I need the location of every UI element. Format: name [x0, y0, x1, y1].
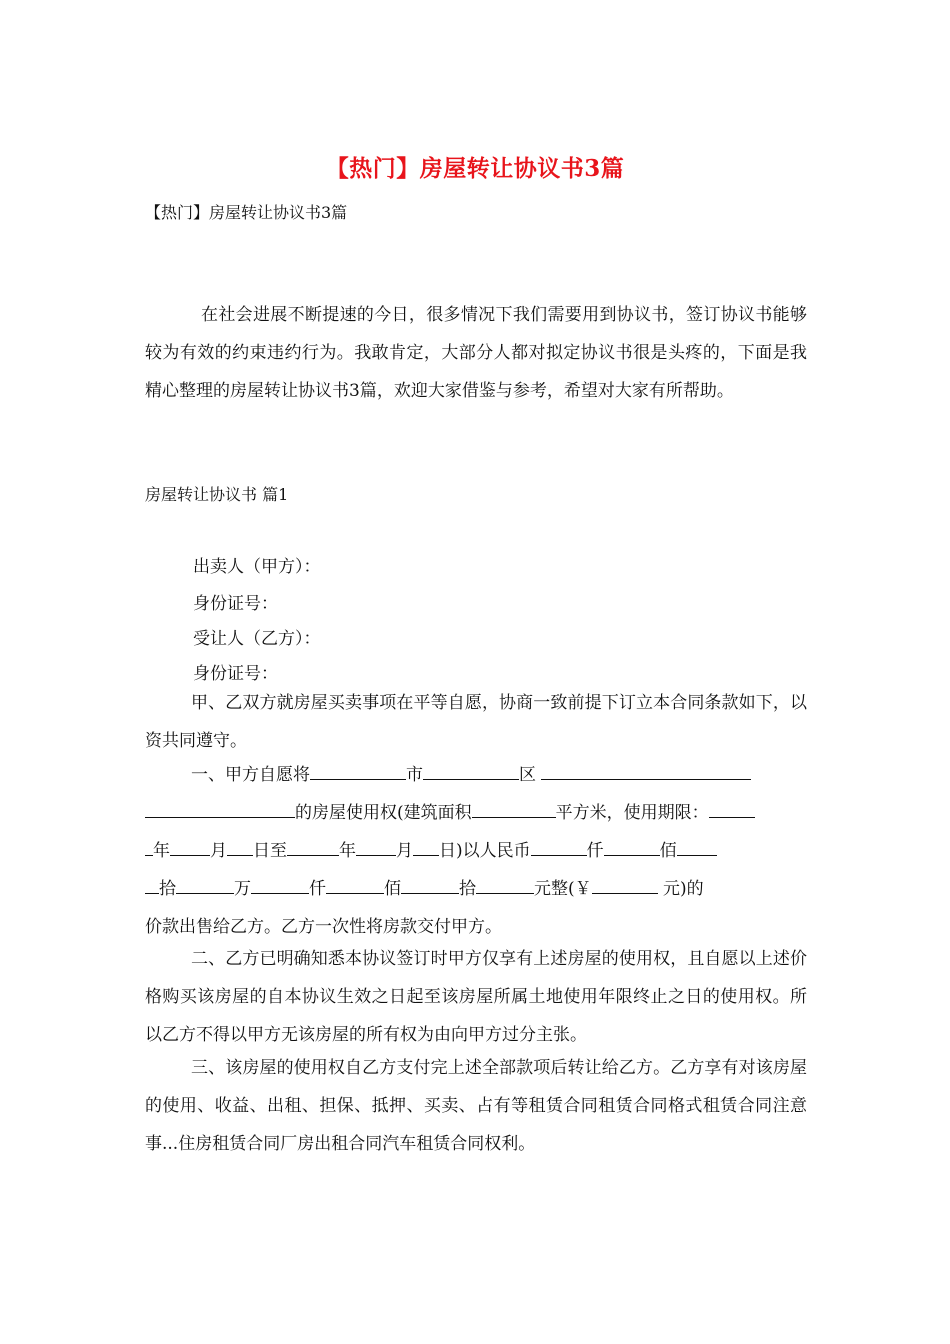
blank-line — [531, 837, 587, 856]
blank-line — [251, 875, 309, 894]
preamble-paragraph: 甲、乙双方就房屋买卖事项在平等自愿，协商一致前提下订立本合同条款如下，以资共同遵守。 — [145, 693, 807, 751]
blank-line — [310, 761, 406, 780]
clause-3: 三、该房屋的使用权自乙方支付完上述全部款项后转让给乙方。乙方享有对该房屋的使用、收益、出租、担保、抵押、买卖、占有等租赁合同租赁合同格式租赁合同注意事...住房租赁合同厂房出租合同汽车租赁合同权利。 — [145, 1058, 807, 1154]
blank-line — [145, 799, 295, 818]
blank-line — [604, 837, 660, 856]
clause1-text: 一、甲方自愿将 — [191, 765, 310, 785]
blank-line — [227, 837, 253, 856]
clause1-text: 佰 — [384, 879, 401, 899]
clause1-text: 月 — [210, 841, 227, 861]
clause1-text: 元)的 — [657, 879, 704, 899]
blank-line — [356, 837, 396, 856]
seller-field: 出卖人（甲方）： — [193, 557, 321, 577]
blank-line — [326, 875, 384, 894]
blank-line — [541, 761, 751, 780]
clause1-text: 拾 — [159, 879, 176, 899]
clause1-text: 元整(￥ — [534, 879, 592, 899]
blank-line — [472, 799, 556, 818]
blank-line — [176, 875, 234, 894]
blank-line — [709, 799, 755, 818]
clause1-text: 拾 — [459, 879, 476, 899]
clause1-text: 的房屋使用权(建筑面积 — [295, 803, 472, 823]
section-title: 房屋转让协议书 篇1 — [145, 485, 289, 504]
blank-line — [413, 837, 439, 856]
blank-line — [170, 837, 210, 856]
blank-line — [401, 875, 459, 894]
clause-2: 二、乙方已明确知悉本协议签订时甲方仅享有上述房屋的使用权，且自愿以上述价格购买该房屋的自本协议生效之日起至该房屋所属土地使用年限终止之日的使用权。所以乙方不得以甲方无该房屋的所有权为由向甲方过分主张。 — [145, 949, 807, 1045]
buyer-id-field: 身份证号： — [193, 664, 278, 684]
clause1-text: 佰 — [659, 841, 677, 861]
blank-line — [592, 875, 658, 894]
clause1-text: 区 — [519, 765, 536, 785]
blank-line — [677, 837, 717, 856]
clause1-text: 年 — [153, 841, 170, 861]
clause1-text: 平方米，使用期限： — [555, 803, 709, 823]
buyer-field: 受让人（乙方）： — [193, 629, 321, 649]
intro-paragraph: 在社会进展不断提速的今日，很多情况下我们需要用到协议书，签订协议书能够较为有效的约束违约行为。我敢肯定，大部分人都对拟定协议书很是头疼的，下面是我精心整理的房屋转让协议书3篇，欢迎大家借鉴与参考，希望对大家有所帮助。 — [145, 305, 807, 401]
clause1-text: 月 — [396, 841, 413, 861]
seller-id-field: 身份证号： — [193, 594, 278, 614]
document-title: 【热门】房屋转让协议书3篇 — [325, 155, 625, 182]
blank-line — [145, 875, 159, 894]
document-subtitle: 【热门】房屋转让协议书3篇 — [145, 203, 348, 222]
clause1-text: 仟 — [309, 879, 326, 899]
blank-line — [423, 761, 519, 780]
clause-1 — [145, 756, 807, 946]
blank-line — [476, 875, 534, 894]
clause1-text: 市 — [406, 765, 423, 785]
clause1-text: 日至 — [253, 841, 287, 861]
clause1-text: 日)以人民币 — [439, 841, 531, 861]
clause1-text: 仟 — [586, 841, 604, 861]
clause1-text: 年 — [339, 841, 356, 861]
blank-line — [145, 837, 153, 856]
clause1-text: 万 — [234, 879, 251, 899]
blank-line — [287, 837, 339, 856]
clause1-text: 价款出售给乙方。乙方一次性将房款交付甲方。 — [145, 917, 502, 937]
